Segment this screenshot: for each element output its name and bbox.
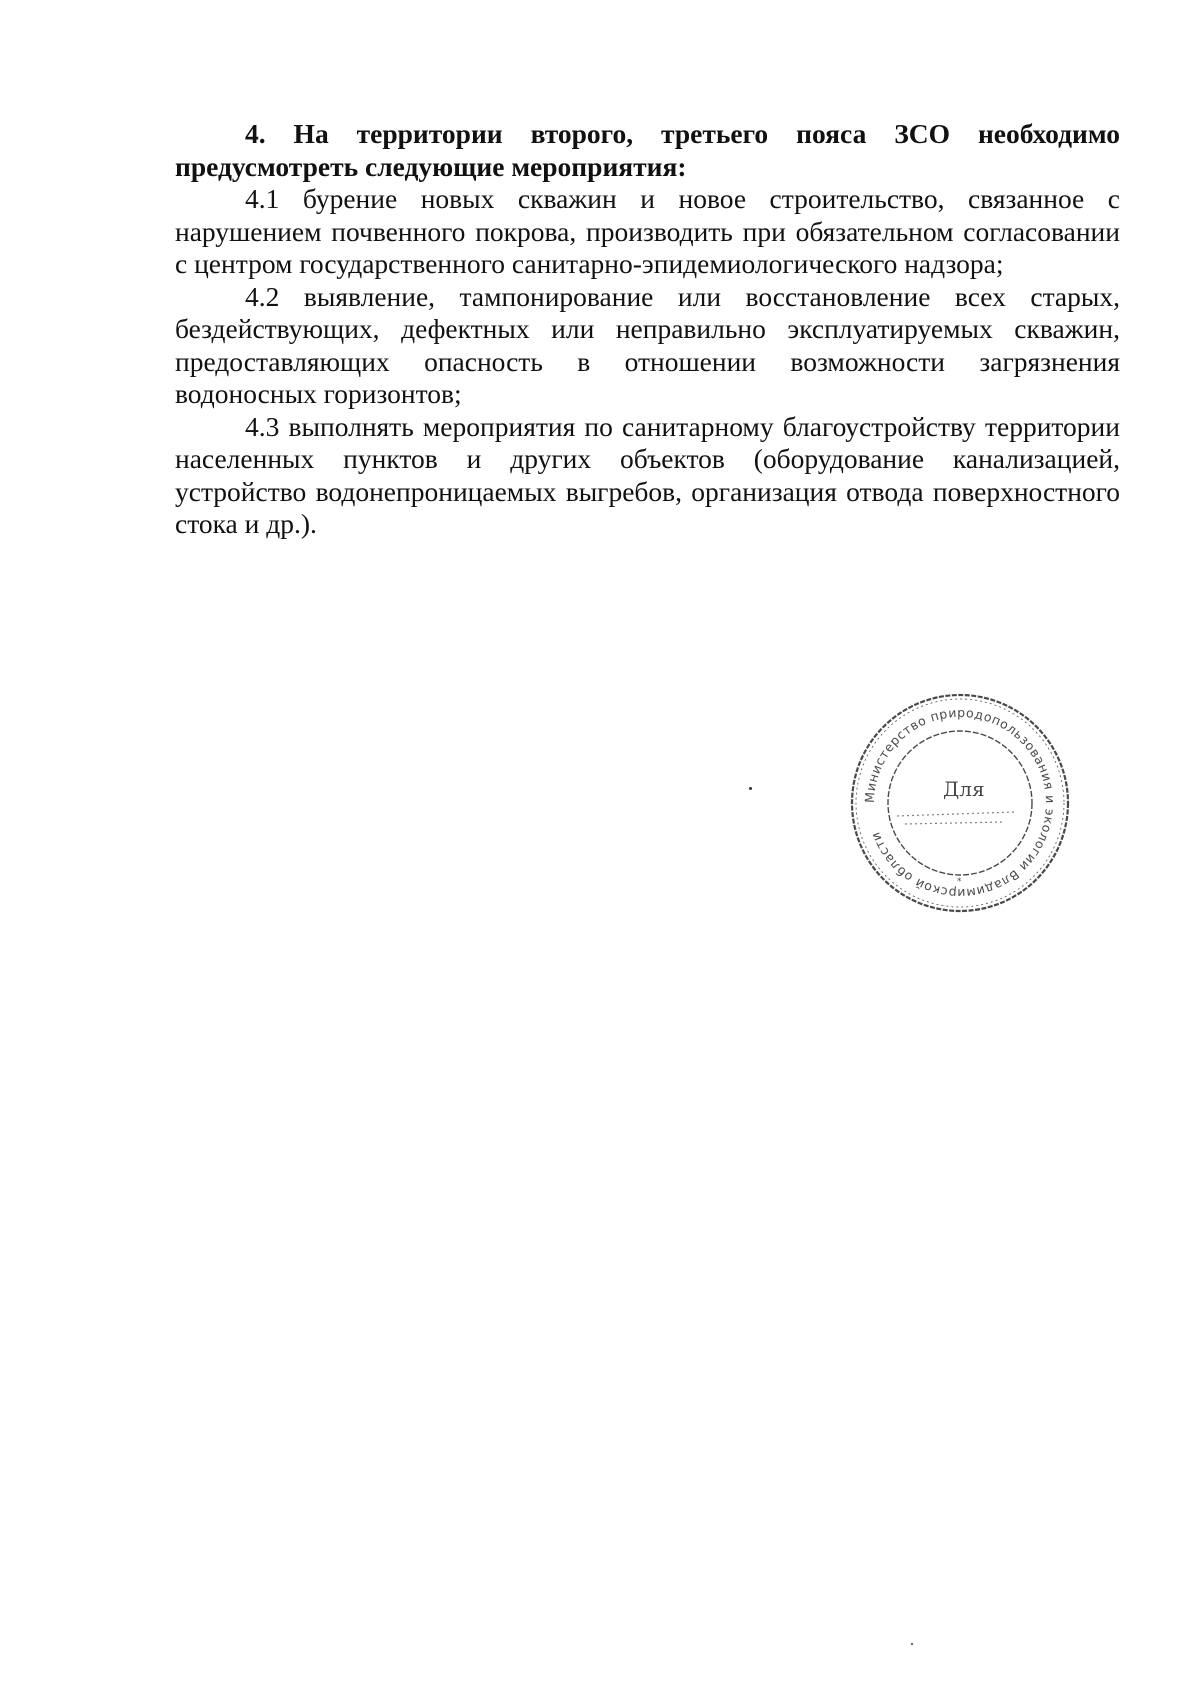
stamp-center-text: Для xyxy=(943,777,985,801)
section-heading: 4. На территории второго, третьего пояса ЗСО необходимо предусмотреть следующие мероприятия: xyxy=(175,118,1120,182)
svg-text:*: * xyxy=(957,877,962,887)
scan-speck xyxy=(911,1643,913,1645)
stamp-outer-text: Министерство природопользования и экологии Владимирской области xyxy=(861,704,1059,902)
list-item-4-3: 4.3 выполнять мероприятия по санитарному благоустройству территории населенных пунктов и других объектов (оборудование канализацией, устройство водонепроницаемых выгребов, организация отвода поверхностного стока и др.). xyxy=(175,410,1120,539)
list-item-4-1: 4.1 бурение новых скважин и новое строительство, связанное с нарушением почвенного покрова, производить при обязательном согласовании с центром государственного санитарно-эпидемиологического надзора; xyxy=(175,183,1120,279)
official-stamp xyxy=(845,688,1075,918)
scan-speck xyxy=(749,787,752,790)
document-body xyxy=(175,118,1120,541)
svg-text:Министерство природопользовани xyxy=(862,705,1058,901)
list-item-4-2: 4.2 выявление, тампонирование или восстановление всех старых, бездействующих, дефектных или неправильно эксплуатируемых скважин, предоставляющих опасность в отношении возможности загрязнения водоносных горизонтов; xyxy=(175,280,1120,409)
